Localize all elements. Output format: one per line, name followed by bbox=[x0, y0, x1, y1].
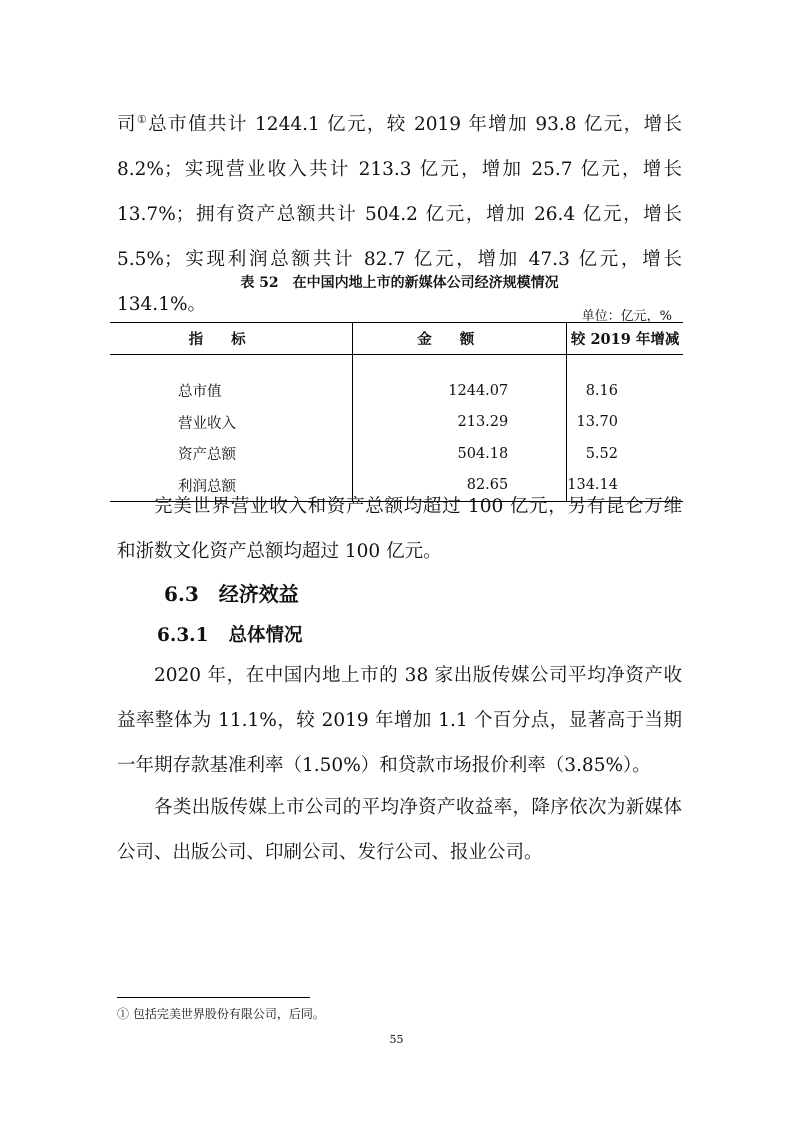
section-title: 经济效益 bbox=[218, 582, 299, 606]
table-caption bbox=[117, 272, 682, 292]
intro-paragraph bbox=[117, 97, 682, 327]
roe-paragraph: 2020 年，在中国内地上市的 38 家出版传媒公司平均净资产收益率整体为 11.1%，较 2019 年增加 1.1 个百分点，显著高于当期一年期存款基准利率（1.50%）和贷款市场报价利率（3.85%）。 bbox=[117, 665, 682, 776]
intro-text: 总市值共计 1244.1 亿元，较 2019 年增加 93.8 亿元，增长 8.2%；实现营业收入共计 213.3 亿元，增加 25.7 亿元，增长 13.7%；拥有资产总额共计 504.2 亿元，增加 26.4 亿元，增长 5.5%；实现利润总额共计 82.7 亿元，增加 47.3 亿元，增长 134.1%。 bbox=[117, 114, 682, 315]
cell-change: 8.16 bbox=[567, 355, 683, 407]
cell-amount: 213.29 bbox=[353, 407, 567, 439]
cell-indicator: 资产总额 bbox=[178, 447, 236, 464]
subsection-heading bbox=[157, 621, 303, 647]
ranking-paragraph: 各类出版传媒上市公司的平均净资产收益率，降序依次为新媒体公司、出版公司、印刷公司、发行公司、报业公司。 bbox=[117, 797, 682, 863]
header-indicator: 指标 bbox=[110, 323, 353, 355]
table-row bbox=[110, 438, 683, 470]
table-unit: 单位：亿元，% bbox=[581, 309, 672, 324]
economic-scale-table bbox=[110, 322, 683, 502]
header-amount: 金额 bbox=[353, 323, 567, 355]
subsection-title: 总体情况 bbox=[228, 625, 303, 646]
after-table-paragraph: 完美世界营业收入和资产总额均超过 100 亿元，另有昆仑万维和浙数文化资产总额均超过 100 亿元。 bbox=[117, 496, 682, 562]
cell-amount: 504.18 bbox=[353, 438, 567, 470]
section-number: 6.3 bbox=[164, 582, 199, 606]
cell-indicator: 利润总额 bbox=[110, 470, 353, 502]
table-header-row bbox=[110, 323, 683, 355]
cell-change: 13.70 bbox=[567, 407, 683, 439]
cell-amount: 1244.07 bbox=[353, 355, 567, 407]
table-title: 在中国内地上市的新媒体公司经济规模情况 bbox=[292, 275, 559, 291]
cell-amount: 82.65 bbox=[353, 470, 567, 502]
footnote: ① 包括完美世界股份有限公司，后同。 bbox=[117, 1007, 325, 1021]
page-number: 55 bbox=[389, 1033, 404, 1046]
table-number: 表 52 bbox=[240, 275, 279, 291]
footnote-reference[interactable]: ① bbox=[136, 113, 149, 126]
cell-indicator: 总市值 bbox=[178, 384, 222, 401]
header-change: 较 2019 年增减 bbox=[567, 323, 683, 355]
footnote-divider bbox=[117, 997, 310, 998]
table-row bbox=[110, 355, 683, 407]
subsection-number: 6.3.1 bbox=[157, 625, 209, 646]
intro-lead: 司 bbox=[117, 114, 137, 135]
section-heading bbox=[164, 578, 299, 607]
cell-indicator: 营业收入 bbox=[178, 415, 236, 432]
cell-change: 5.52 bbox=[567, 438, 683, 470]
cell-change: 134.14 bbox=[567, 470, 683, 502]
table-row bbox=[110, 407, 683, 439]
